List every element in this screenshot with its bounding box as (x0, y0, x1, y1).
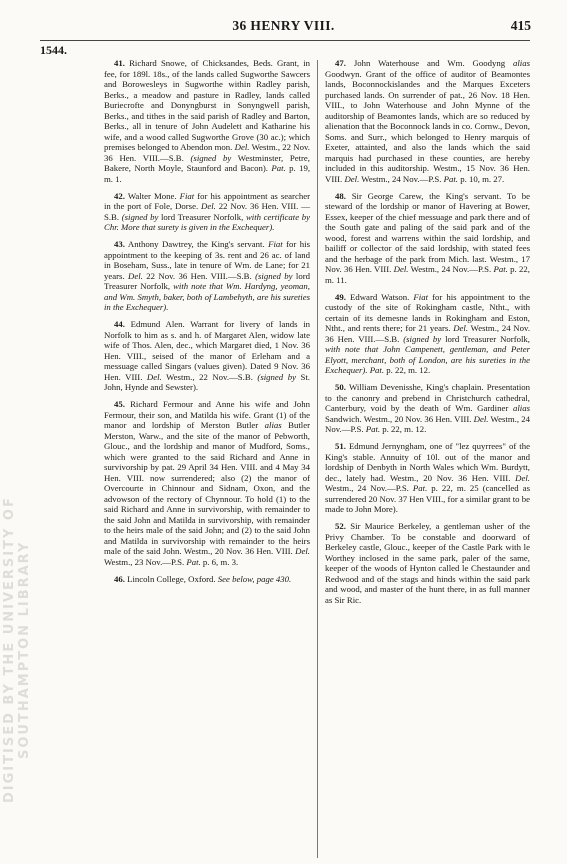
italic-text: Pat. (412, 483, 428, 493)
italic-text: Pat. (271, 163, 286, 173)
italic-text: Del. (515, 472, 530, 483)
calendar-entry: 51. Edmund Jernyngham, one of "lez quyrrees" of the King's stable. Annuity of 10l. out of the manor and lordship of Denbyth in North Wales which Wm. Burdytt, dec., lately had. Westm., 20 Nov. 36 Hen. VIII. Del. Westm., 24 Nov.—P.S. Pat. p. 22, m. 25 (cancelled as surrendered 20 Nov. 37 Hen VIII., for a similar grant to be made to John More). (325, 441, 530, 514)
italic-text: with note that Wm. Hardyng, yeoman, and Wm. Smyth, baker, both of Lambehyth, are his sureties in the Exchequer). (104, 281, 310, 312)
italic-text: Del. (393, 264, 409, 274)
calendar-entry: 52. Sir Maurice Berkeley, a gentleman usher of the Privy Chamber. To be constable and doorward of Berkeley castle, Glouc., keeper of the Castle Park with le Worthey inclosed in the same park, paler of the same, keeper of the woods of Hynton called le Chestaunder and Redwood and of the stags and hinds within the said park and wood, and master of the hunt there, in as full manner as Sir Ric. (325, 521, 530, 605)
italic-text: Fiat (413, 291, 429, 302)
italic-text: Pat. (443, 173, 458, 184)
entry-number: 42. (114, 190, 125, 201)
italic-text: Del. (295, 546, 310, 556)
italic-text: Pat. (365, 424, 381, 434)
italic-text: Del. (344, 173, 360, 184)
calendar-entry: 42. Walter Mone. Fiat for his appointment as searcher in the port of Fole, Dorse. Del. 22 Nov. 36 Hen. VIII. —S.B. (signed by lord Treasurer Norfolk, with certificate by Chr. More that surety is given in the Exchequer). (104, 190, 311, 232)
entry-number: 52. (335, 521, 346, 531)
italic-text: Del. (201, 201, 216, 211)
italic-text: Pat. (369, 365, 385, 375)
italic-text: Pat. (186, 556, 201, 567)
italic-text: alias (512, 58, 531, 68)
calendar-entry: 45. Richard Fermour and Anne his wife and John Fermour, their son, and Matilda his wife. Grant (1) of the manor and lordship of Merston Butler alias Butler Merston, Warw., and the site of the manor of Pebworth, Glouc., and the lordship and manor of Mudford, Soms., which were granted to the said Richard and Anne in survivorship by pat. 29 April 34 Hen. VIII. and 4 May 34 Hen. VIII. now surrendered; also (2) the manor of Overcourte in Chinnour and Sidnam, Oxon, and the advowson of the rectory of Chynnour. To hold (1) to the said Richard and Anne in survivorship, with remainder to the said John and Matilda in survivorship, with remainder to the heirs male of the said John; and (2) to the said John and Matilda in survivorship with remainder to the heirs male of the said John. Westm., 20 Nov. 36 Hen. VIII. Del. Westm., 23 Nov.—P.S. Pat. p. 6, m. 3. (104, 399, 311, 567)
italic-text: Del. (146, 371, 162, 382)
italic-text: Del. (453, 323, 469, 333)
italic-text: Fiat (179, 190, 195, 201)
calendar-entry: 44. Edmund Alen. Warrant for livery of lands in Norfolk to him as s. and h. of Margaret Alen, widow late wife of Thos. Alen, dec., which Margaret died, 1 Nov. 36 Hen. VIII., seised of the manor of Erleham and a messuage called Singars (values given). Dated 9 Nov. 36 Hen. VIII. Del. Westm., 22 Nov.—S.B. (signed by St. John, Hynde and Sewster). (104, 319, 311, 392)
italic-text: (signed by (190, 152, 232, 163)
calendar-entry: 48. Sir George Carew, the King's servant. To be steward of the lordship or manor of Havering at Bower, Essex, keeper of the chief messuage and park there and of the South gate and paling of the said park and of the wood, forest and warrens within the said lordship, and bailiff or collector of the said lordship, with stated fees and the herbage of the park from Mich. last. Westm., 17 Nov. 36 Hen. VIII. Del. Westm., 24 Nov.—P.S. Pat. p. 22, m. 11. (325, 190, 530, 285)
column-divider (317, 60, 318, 858)
calendar-entry: 41. Richard Snowe, of Chicksandes, Beds. Grant, in fee, for 189l. 18s., of the lands called Sugworthe Sawcers and Borowesleys in Sugworthe within Radley parish, Berks., a meadow and pasture in Radley, lands called Buriecrofte and Donyngburst in Sonyngwell parish, Berks., and tithes in the said parish of Radley and Barton, Berks., all in tenure of John Audelett and Katharine his wife, and a wood called Sugworthe Grove (30 ac.); which premises belonged to Abendon mon. Del. Westm., 22 Nov. 36 Hen. VIII.—S.B. (signed by Westminster, Petre, Bakere, North Moyle, Staunford and Bacon). Pat. p. 19, m. 1. (104, 58, 311, 184)
calendar-entry: 43. Anthony Dawtrey, the King's servant. Fiat for his appointment to the keeping of 3s. rent and 26 ac. of land in Boseham, Suss., late in tenure of Wm. de Lane; for 21 years. Del. 22 Nov. 36 Hen. VIII.—S.B. (signed by lord Treasurer Norfolk, with note that Wm. Hardyng, yeoman, and Wm. Smyth, baker, both of Lambehyth, are his sureties in the Exchequer). (104, 239, 310, 312)
italic-text: alias (264, 420, 282, 430)
italic-text: (signed by (255, 270, 293, 281)
italic-text: with note that John Campenett, gentleman, and Peter Elyott, merchant, both of London, are his sureties in the Exchequer). (325, 344, 530, 375)
page-number: 415 (510, 18, 531, 33)
entry-number: 44. (114, 319, 125, 329)
italic-text: alias (512, 403, 530, 413)
italic-text: Del. (234, 142, 250, 152)
year-label: 1544. (40, 43, 67, 57)
entry-number: 48. (335, 190, 346, 201)
entry-number: 50. (335, 382, 346, 392)
calendar-entry: 46. Lincoln College, Oxford. See below, page 430. (114, 573, 292, 584)
italic-text: (signed by (121, 211, 159, 222)
italic-text: (signed by (403, 333, 442, 344)
italic-text: Fiat (268, 239, 283, 249)
italic-text: Del. (128, 270, 143, 281)
library-watermark: DIGITISED BY THE UNIVERSITY OF SOUTHAMPTON LIBRARY (2, 496, 32, 804)
right-column (325, 58, 530, 612)
page-title: 36 HENRY VIII. (232, 18, 335, 33)
entry-number: 49. (335, 291, 346, 302)
entry-number: 51. (335, 441, 346, 451)
italic-text: See below, page 430. (217, 573, 292, 584)
left-column (104, 58, 310, 591)
italic-text: Pat. (493, 264, 508, 274)
entry-number: 45. (114, 399, 125, 409)
entry-number: 46. (114, 573, 125, 584)
header-rule (40, 40, 530, 41)
entry-number: 41. (114, 58, 125, 68)
entry-number: 43. (114, 239, 125, 249)
italic-text: (signed by (257, 371, 296, 382)
running-header (0, 18, 567, 38)
calendar-entry: 47. John Waterhouse and Wm. Goodyng alias Goodwyn. Grant of the office of auditor of Beamontes lands, Boconnockislandes and the Marques Exceters purchased lands. On surrender of pat., 26 Nov. 18 Hen. VIII., to John Waterhouse and John Mynne of the auditorship of Beamontes lands, which are so reduced by alienation that the Boconnock lands in co. Cornw., Devon, Soms. and Surr., which belonged to Henry marquis of Exeter, attainted, and also the lands which the said marquis had purchased in these counties, are hereby included in this auditorship. Westm., 15 Nov. 36 Hen. VIII. Del. Westm., 24 Nov.—P.S. Pat. p. 10, m. 27. (325, 58, 531, 184)
italic-text: Del. (473, 413, 489, 424)
calendar-entry: 50. William Devenisshe, King's chaplain. Presentation to the canonry and prebend in Christchurch cathedral, Canterbury, void by the death of Wm. Gardiner alias Sandwich. Westm., 20 Nov. 36 Hen. VIII. Del. Westm., 24 Nov.—P.S. Pat. p. 22, m. 12. (325, 382, 530, 434)
calendar-entry: 49. Edward Watson. Fiat for his appointment to the custody of the site of Rokingham castle, Ntht., with certain of its demesne lands in Rokingham and Eston, Ntht., and rents there; for 21 years. Del. Westm., 24 Nov. 36 Hen. VIII.—S.B. (signed by lord Treasurer Norfolk, with note that John Campenett, gentleman, and Peter Elyott, merchant, both of London, are his sureties in the Exchequer). Pat. p. 22, m. 12. (325, 291, 531, 375)
italic-text: with certificate by Chr. More that surety is given in the Exchequer). (104, 211, 310, 232)
entry-number: 47. (335, 58, 346, 68)
